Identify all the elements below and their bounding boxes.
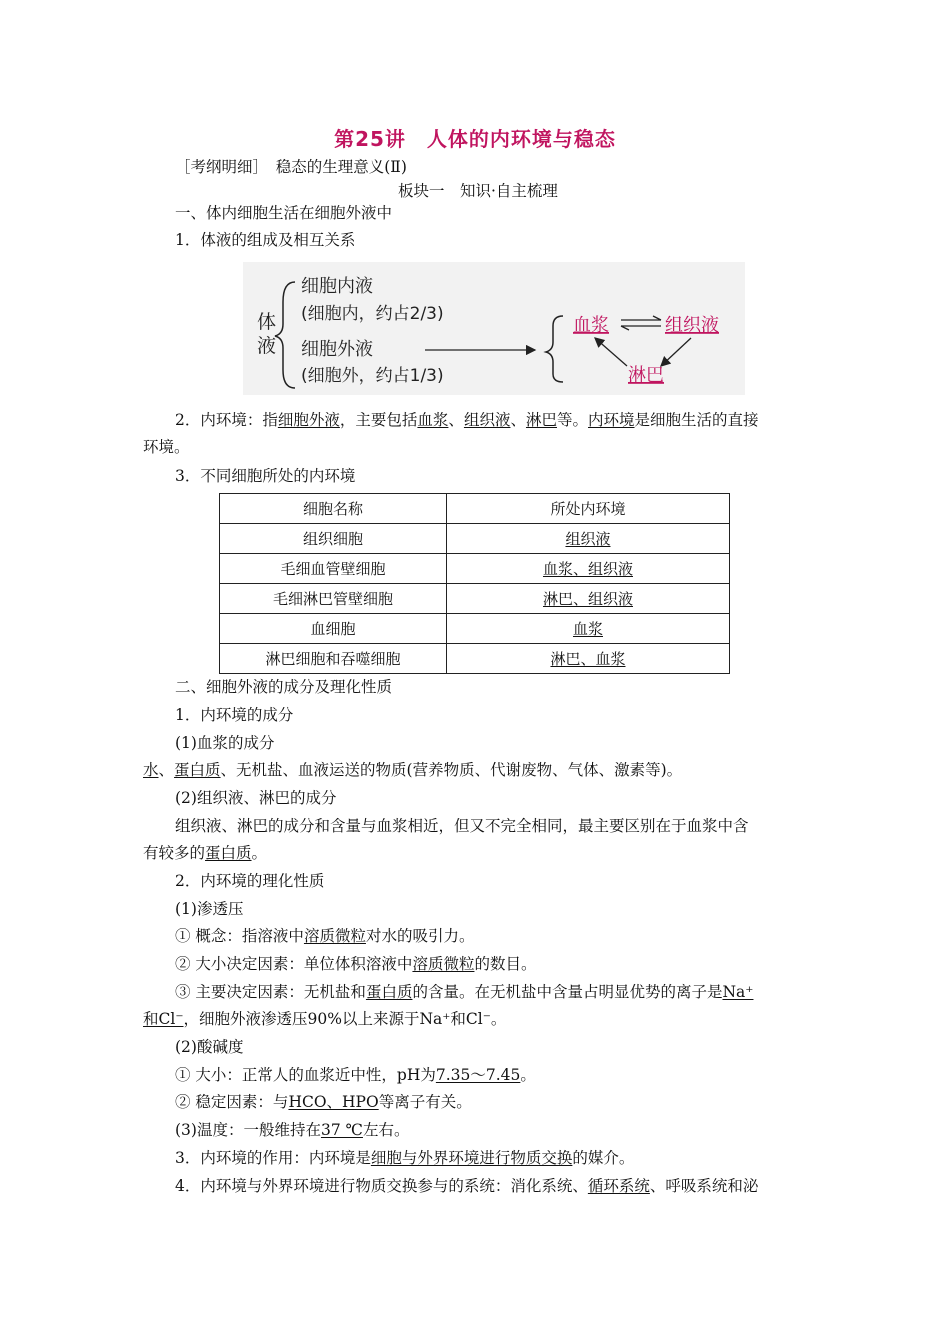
- answer-ions: HCO、HPO: [288, 1093, 379, 1111]
- osmotic-main-factor-cont: [143, 1009, 506, 1029]
- diagram-extra-note: (细胞外，约占1/3): [301, 366, 444, 386]
- text: 、呼吸系统和泌: [649, 1177, 759, 1195]
- text: ③ 主要决定因素：无机盐和: [175, 983, 366, 1001]
- answer-ph: 7.35～7.45: [435, 1066, 521, 1084]
- answer-solute: 溶质微粒: [303, 927, 366, 945]
- table-cell: [447, 584, 730, 614]
- answer-protein: 蛋白质: [365, 983, 413, 1001]
- brace-left: [275, 282, 295, 388]
- text: 左右。: [362, 1121, 410, 1139]
- answer-na: Na⁺: [722, 983, 754, 1001]
- answer-solute: 溶质微粒: [412, 955, 475, 973]
- answer-exchange: 细胞与外界环境进行物质交换: [370, 1149, 573, 1167]
- text: 等。: [556, 411, 588, 429]
- arrow-tissue-to-lymph: [661, 338, 691, 366]
- table-header-row: [220, 494, 730, 524]
- table-cell: [447, 524, 730, 554]
- table-cell: [447, 554, 730, 584]
- text: 3．内环境的作用：内环境是: [175, 1149, 371, 1167]
- table-row: [220, 614, 730, 644]
- answer-protein: 蛋白质: [174, 761, 221, 779]
- cell-environment-table: [219, 493, 730, 674]
- text: 2．内环境：指: [175, 411, 278, 429]
- table-row: [220, 554, 730, 584]
- text: 有较多的: [143, 844, 206, 862]
- answer-internal-env: 内环境: [588, 411, 635, 429]
- paragraph-internal-env-cont: 环境。: [143, 438, 190, 456]
- outline-line: ［考纲明细］ 稳态的生理意义(Ⅱ): [175, 158, 407, 176]
- ph-size: [175, 1065, 536, 1085]
- text: ② 大小决定因素：单位体积溶液中: [175, 955, 413, 973]
- table-row: [220, 644, 730, 674]
- diagram-lymph: 淋巴: [628, 365, 664, 386]
- diagram-svg: [243, 262, 745, 395]
- diagram-intra-note: (细胞内，约占2/3): [301, 304, 444, 324]
- exchange-systems: [175, 1176, 758, 1196]
- text: 、: [158, 761, 175, 779]
- answer-cl: 和Cl⁻: [143, 1010, 184, 1028]
- text: 对水的吸引力。: [365, 927, 475, 945]
- answer-extracellular: 细胞外液: [277, 411, 340, 429]
- answer-protein: 蛋白质: [205, 844, 252, 862]
- diagram-tissue: 组织液: [665, 315, 719, 336]
- osmotic-size: [175, 954, 536, 974]
- table-answer: 淋巴、血浆: [550, 650, 626, 668]
- table-answer: 淋巴、组织液: [542, 590, 633, 608]
- text: 等离子有关。: [378, 1093, 472, 1111]
- text: (3)温度：一般维持在: [175, 1121, 321, 1139]
- table-cell: 毛细淋巴管壁细胞: [220, 584, 447, 614]
- arrow-lymph-to-plasma: [595, 338, 627, 366]
- table-row: [220, 584, 730, 614]
- internal-env-role: [175, 1148, 634, 1168]
- subheading-osmotic: (1)渗透压: [175, 900, 244, 918]
- subheading-ph: (2)酸碱度: [175, 1038, 244, 1056]
- table-answer: 血浆: [572, 620, 603, 638]
- text: 的媒介。: [572, 1149, 635, 1167]
- osmotic-main-factor: [175, 982, 753, 1002]
- text: 、: [448, 411, 464, 429]
- text: ，细胞外液渗透压90%以上来源于Na⁺和Cl⁻。: [183, 1010, 507, 1028]
- text: 的含量。在无机盐中含量占明显优势的离子是: [412, 983, 723, 1001]
- diagram-extra: 细胞外液: [301, 339, 373, 360]
- answer-water: 水: [143, 761, 159, 779]
- table-cell: 组织细胞: [220, 524, 447, 554]
- answer-lymph: 淋巴: [525, 411, 557, 429]
- text: 。: [251, 844, 268, 862]
- subheading-tissue-lymph: (2)组织液、淋巴的成分: [175, 789, 337, 807]
- subheading-body-fluid: 1．体液的组成及相互关系: [175, 231, 356, 249]
- subheading-properties: 2．内环境的理化性质: [175, 872, 325, 890]
- text: 、无机盐、血液运送的物质(营养物质、代谢废物、气体、激素等)。: [220, 761, 683, 779]
- table-answer: 组织液: [565, 530, 611, 548]
- subheading-composition: 1．内环境的成分: [175, 706, 294, 724]
- text: 、: [510, 411, 526, 429]
- brace-right: [546, 316, 563, 382]
- answer-temp: 37 ℃: [320, 1121, 363, 1139]
- answer-plasma: 血浆: [417, 411, 449, 429]
- paragraph-plasma-composition: [143, 760, 682, 780]
- table-header: 细胞名称: [220, 494, 447, 524]
- diagram-plasma: 血浆: [573, 315, 609, 336]
- text: ② 稳定因素：与: [175, 1093, 289, 1111]
- text: 的数目。: [474, 955, 537, 973]
- text: ① 概念：指溶液中: [175, 927, 304, 945]
- text: ① 大小：正常人的血浆近中性，pH为: [175, 1066, 436, 1084]
- table-row: [220, 524, 730, 554]
- page-title: 第25讲 人体的内环境与稳态: [334, 127, 616, 151]
- table-cell: 淋巴细胞和吞噬细胞: [220, 644, 447, 674]
- answer-circulatory: 循环系统: [587, 1177, 650, 1195]
- table-cell: [447, 614, 730, 644]
- text: 4．内环境与外界环境进行物质交换参与的系统：消化系统、: [175, 1177, 588, 1195]
- answer-tissue: 组织液: [463, 411, 511, 429]
- table-cell: 血细胞: [220, 614, 447, 644]
- table-cell: [447, 644, 730, 674]
- diagram-intra: 细胞内液: [301, 276, 373, 297]
- ph-stability: [175, 1092, 472, 1112]
- text: 。: [520, 1066, 536, 1084]
- section-header: 板块一 知识·自主梳理: [398, 182, 558, 200]
- body-fluid-diagram: [243, 262, 745, 395]
- diagram-root-2: 液: [257, 335, 277, 357]
- text: 是细胞生活的直接: [634, 411, 759, 429]
- osmotic-concept: [175, 926, 474, 946]
- diagram-root-1: 体: [257, 311, 277, 333]
- table-answer: 血浆、组织液: [542, 560, 633, 578]
- subheading-cell-env: 3．不同细胞所处的内环境: [175, 467, 356, 485]
- paragraph-internal-env: [175, 410, 759, 430]
- temperature: [175, 1120, 409, 1140]
- table-cell: 毛细血管壁细胞: [220, 554, 447, 584]
- table-header: 所处内环境: [447, 494, 730, 524]
- paragraph-tissue-lymph-cont: [143, 843, 267, 863]
- section-heading-1: 一、体内细胞生活在细胞外液中: [175, 204, 393, 222]
- paragraph-tissue-lymph: 组织液、淋巴的成分和含量与血浆相近，但又不完全相同，最主要区别在于血浆中含: [175, 817, 749, 835]
- text: ，主要包括: [339, 411, 418, 429]
- subheading-plasma: (1)血浆的成分: [175, 734, 275, 752]
- section-heading-2: 二、细胞外液的成分及理化性质: [175, 678, 393, 696]
